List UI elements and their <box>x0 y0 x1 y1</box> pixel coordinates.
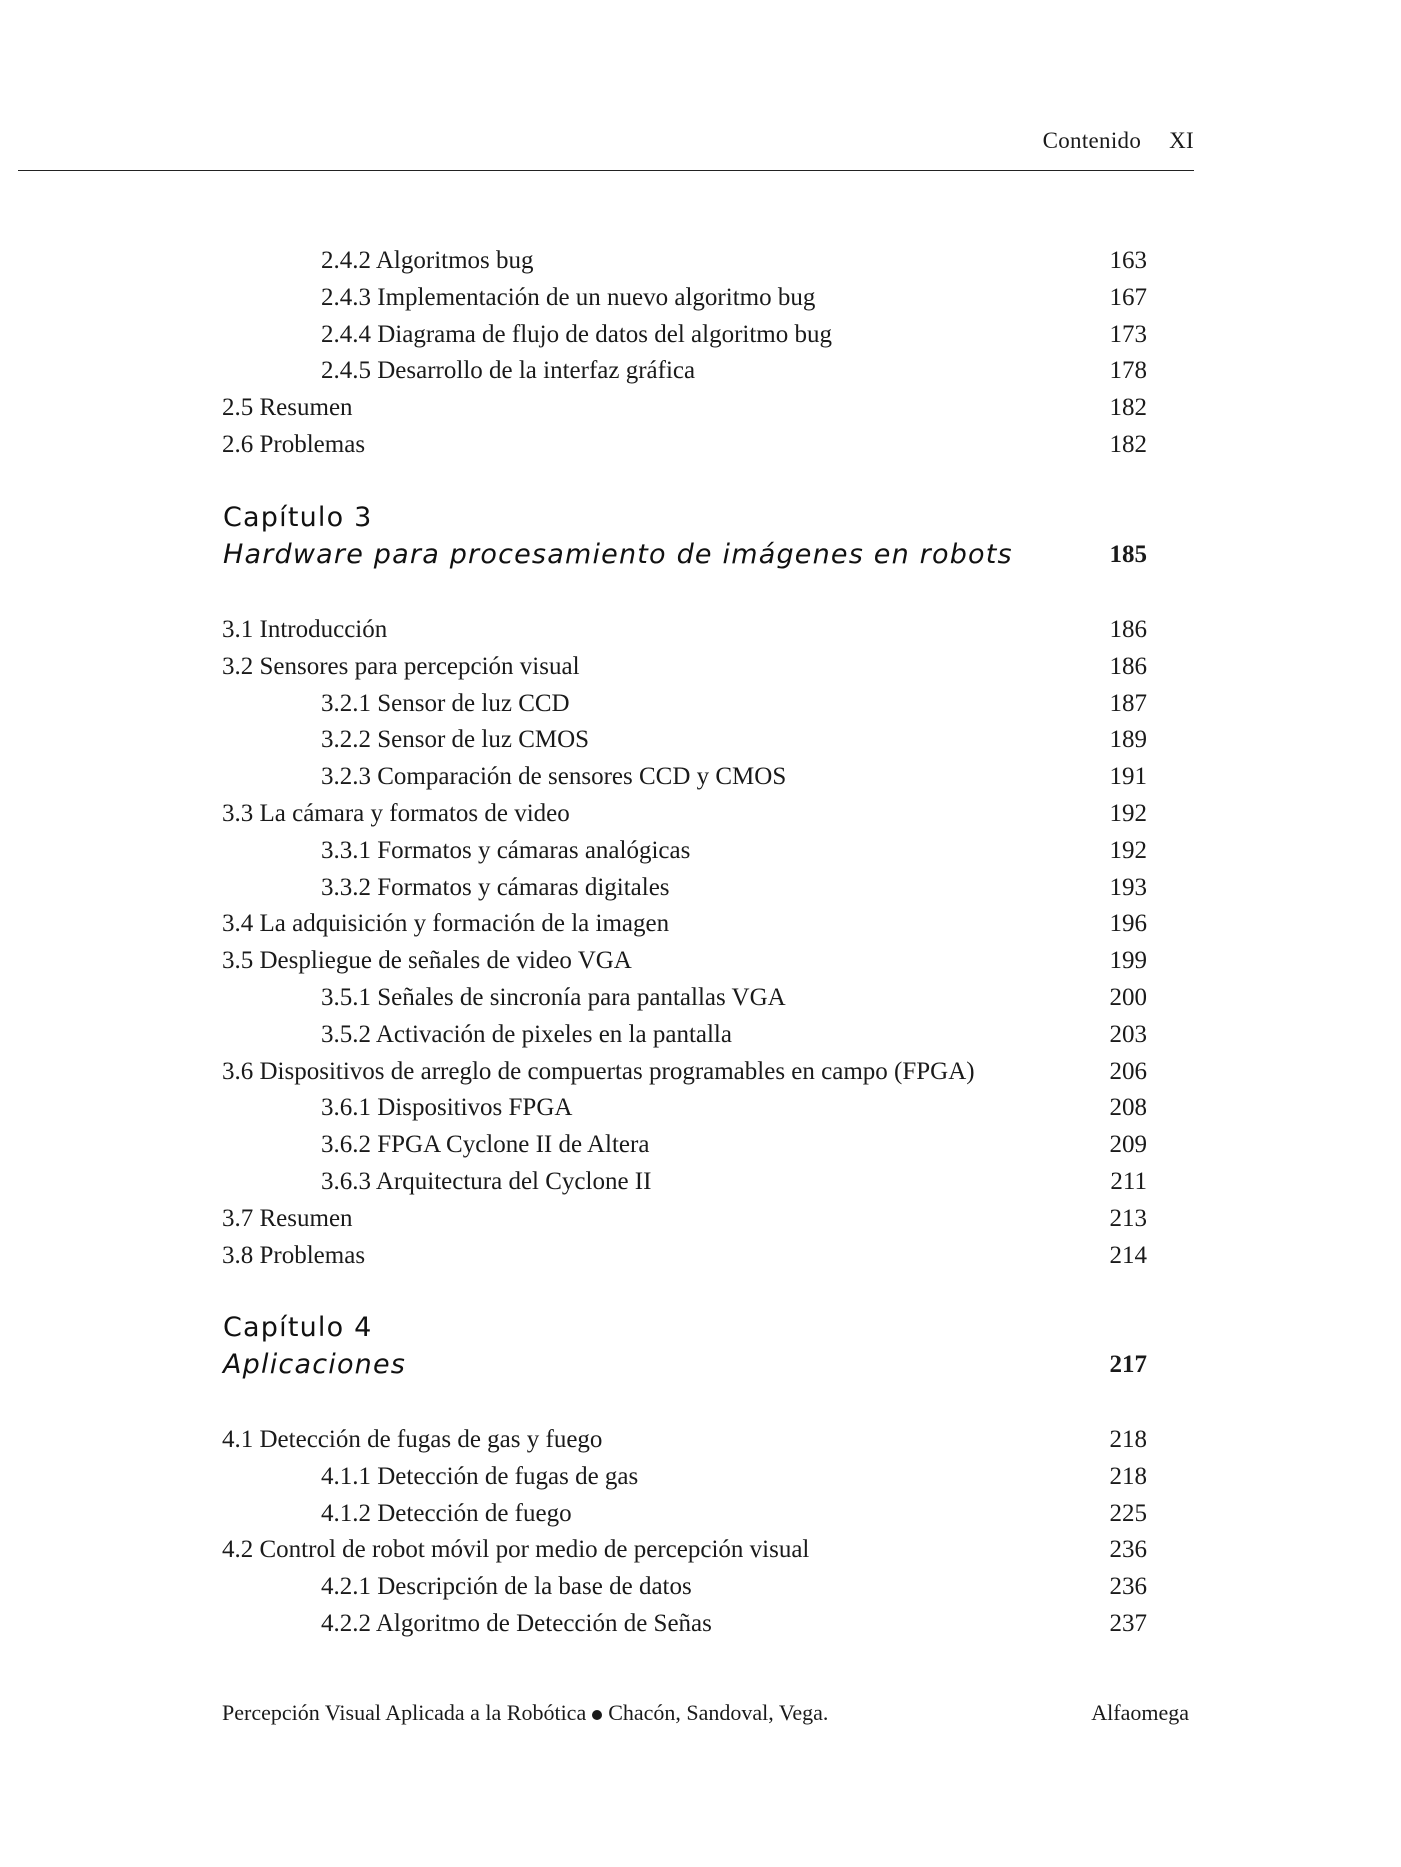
toc-entry-page: 192 <box>1109 836 1147 864</box>
toc-entry-label: 4.1 Detección de fugas de gas y fuego <box>222 1426 603 1453</box>
chapter-label: Capítulo 3 <box>223 502 373 533</box>
toc-entry-label: 3.1 Introducción <box>222 616 388 643</box>
toc-entry-page: 196 <box>1109 910 1147 938</box>
book-authors: Chacón, Sandoval, Vega. <box>608 1700 829 1725</box>
toc-entry-label: 3.6.3 Arquitectura del Cyclone II <box>321 1168 652 1195</box>
toc-entry-label: 3.2.2 Sensor de luz CMOS <box>321 726 590 754</box>
publisher-name: Alfaomega <box>1091 1700 1189 1725</box>
toc-entry-page: 189 <box>1109 726 1147 754</box>
toc-entry-label: 3.6.2 FPGA Cyclone II de Altera <box>321 1131 650 1159</box>
toc-entry-page: 192 <box>1109 800 1147 827</box>
toc-entry-page: 186 <box>1109 616 1147 643</box>
toc-entry-label: 3.2 Sensores para percepción visual <box>222 652 580 680</box>
toc-entry-label: 3.7 Resumen <box>222 1204 353 1232</box>
toc-entry-label: 3.3.1 Formatos y cámaras analógicas <box>321 836 691 864</box>
toc-entry-label: 4.1.1 Detección de fugas de gas <box>321 1462 639 1490</box>
toc-entry-label: 3.2.1 Sensor de luz CCD <box>321 689 570 717</box>
toc-entry-label: 4.1.2 Detección de fuego <box>321 1499 572 1527</box>
toc-entry-page: 214 <box>1109 1241 1147 1269</box>
toc-entry-page: 213 <box>1109 1204 1147 1232</box>
book-title: Percepción Visual Aplicada a la Robótica <box>222 1700 587 1725</box>
toc-entry-label: 3.4 La adquisición y formación de la imagen <box>222 910 670 938</box>
toc-entry-label: 2.6 Problemas <box>222 431 366 458</box>
chapter-page: 217 <box>1109 1351 1147 1378</box>
chapter-title: Hardware para procesamiento de imágenes en robots <box>223 539 1013 570</box>
toc-entry-page: 163 <box>1109 247 1147 274</box>
toc-entry-page: 206 <box>1109 1057 1147 1085</box>
toc-entry-page: 167 <box>1109 283 1147 311</box>
toc-entry-label: 3.3 La cámara y formatos de video <box>222 800 570 827</box>
toc-entry-page: 199 <box>1109 947 1147 975</box>
toc-entry-page: 236 <box>1109 1536 1147 1564</box>
chapter-label: Capítulo 4 <box>223 1312 373 1343</box>
toc-entry-page: 173 <box>1109 320 1147 348</box>
toc-entry-label: 4.2 Control de robot móvil por medio de percepción visual <box>222 1536 810 1564</box>
chapter-page: 185 <box>1109 541 1147 568</box>
toc-entry-label: 3.3.2 Formatos y cámaras digitales <box>321 873 670 901</box>
footer-citation <box>222 1700 828 1726</box>
page-number: XI <box>1169 128 1194 153</box>
toc-entry-label: 3.8 Problemas <box>222 1241 366 1269</box>
toc-entry-page: 191 <box>1109 763 1147 791</box>
toc-entry-label: 2.5 Resumen <box>222 394 353 422</box>
toc-entry-page: 225 <box>1109 1499 1147 1527</box>
toc-entry-page: 236 <box>1109 1573 1147 1601</box>
toc-entry-page: 178 <box>1109 357 1147 385</box>
toc-entry-page: 187 <box>1109 689 1147 717</box>
toc-entry-label: 3.6.1 Dispositivos FPGA <box>321 1094 573 1122</box>
toc-entry-label: 2.4.4 Diagrama de flujo de datos del algoritmo bug <box>321 320 832 348</box>
toc-entry-label: 3.5.1 Señales de sincronía para pantallas VGA <box>321 984 786 1011</box>
toc-entry-page: 200 <box>1109 984 1147 1011</box>
toc-entry-page: 182 <box>1109 431 1147 458</box>
toc-entry-page: 209 <box>1109 1131 1147 1159</box>
toc-entry-page: 182 <box>1109 394 1147 422</box>
toc-entry-page: 208 <box>1109 1094 1147 1122</box>
toc-entry-label: 4.2.1 Descripción de la base de datos <box>321 1573 692 1601</box>
toc-entry-label: 2.4.5 Desarrollo de la interfaz gráfica <box>321 357 696 385</box>
toc-entry-page: 193 <box>1109 873 1147 901</box>
bullet-icon <box>592 1710 602 1720</box>
toc-entry-page: 237 <box>1109 1610 1147 1637</box>
toc-entry-page: 218 <box>1109 1462 1147 1490</box>
section-name: Contenido <box>1042 128 1142 153</box>
toc-entry-label: 3.5.2 Activación de pixeles en la pantalla <box>321 1020 732 1048</box>
toc-entry-label: 4.2.2 Algoritmo de Detección de Señas <box>321 1610 712 1637</box>
chapter-title: Aplicaciones <box>223 1349 407 1380</box>
toc-entry-page: 211 <box>1110 1168 1147 1195</box>
toc-entry-label: 3.5 Despliegue de señales de video VGA <box>222 947 632 975</box>
toc-entry-page: 203 <box>1109 1020 1147 1048</box>
toc-entry-label: 2.4.2 Algoritmos bug <box>321 247 534 274</box>
toc-entry-page: 218 <box>1109 1426 1147 1453</box>
toc-entry-label: 3.2.3 Comparación de sensores CCD y CMOS <box>321 763 787 791</box>
toc-entry-page: 186 <box>1109 652 1147 680</box>
toc-entry-label: 3.6 Dispositivos de arreglo de compuertas programables en campo (FPGA) <box>222 1057 975 1085</box>
toc-entry-label: 2.4.3 Implementación de un nuevo algoritmo bug <box>321 283 816 311</box>
